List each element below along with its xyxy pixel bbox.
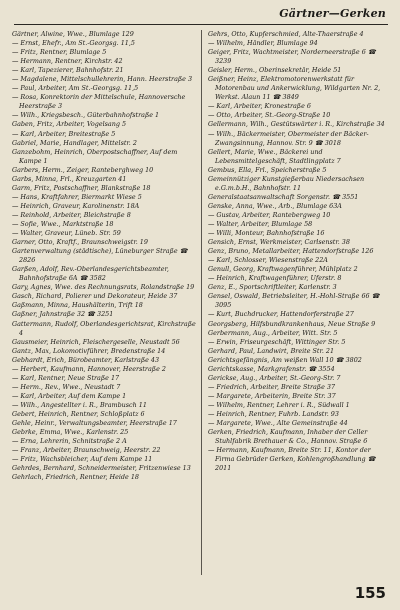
directory-entry: Gerbermann, Aug., Arbeiter, Witt. Str. 5 [208,328,338,337]
directory-entry: — Karl, Arbeiter, Kronestraße 6 [208,102,311,111]
directory-entry: Gebert, Heinrich, Rentner, Schloßplatz 6 [12,409,145,418]
directory-entry: — Hermann, Kaufmann, Breite Str. 11, Kontor der Firma Gebrüder Gerken, Kohlengroßhandlung ☎ 2011 [208,446,376,473]
directory-entry: — Walter, Graveur, Lüneb. Str. 59 [12,229,121,238]
directory-entry: Generalstaatsanwaltschaft Sorgenstr. ☎ 3551 [208,192,359,201]
directory-entry: — Fritz, Rentner, Blumlage 5 [12,48,107,57]
directory-entry: — Walter, Arbeiter, Blumlage 58 [208,219,313,228]
right-column [208,30,392,606]
page-number: 155 [354,584,386,602]
directory-entry: — Friedrich, Arbeiter, Breite Straße 37 [208,382,336,391]
directory-entry: — Reinhold, Arbeiter, Bleichstraße 8 [12,210,131,219]
directory-entry: — Rosa, Konrektorin der Mittelschule, Hannoversche Heerstraße 3 [12,93,186,111]
directory-entry: — Karl, Arbeiter, Breitestraße 5 [12,129,116,138]
left-column [12,30,196,606]
directory-entry: Gaßmann, Minna, Haushälterin, Trift 18 [12,301,143,310]
directory-entry: — Hans, Kraftfahrer, Biermarkt Wiese 5 [12,192,142,201]
directory-entry: Gehle, Heinr., Verwaltungsbeamter, Heerstraße 17 [12,419,177,428]
directory-entry: — Karl, Tapezierer, Bahnhofstr. 21 [12,66,124,75]
directory-entry: Gerichtskasse, Markgrafenstr. ☎ 3554 [208,364,335,373]
directory-entry: Gemeinnütziger Kunstgießerbau Niedersachsen e.G.m.b.H., Bahnhofstr. 11 [208,174,365,192]
directory-entry: — Wilh., Kriegsbesch., Güterbahnhofstraße 1 [12,111,160,120]
directory-entry: Gabriel, Marie, Handlager, Mittelstr. 2 [12,138,137,147]
directory-entry: Ganzebohm, Heinrich, Oberpostschaffner, Auf dem Kampe 1 [12,147,178,165]
directory-entry: Gebrke, Emma, Wwe., Karlenstr. 25 [12,428,129,437]
directory-entry: Gensich, Ernst, Werkmeister, Carlsenstr. 38 [208,238,350,247]
directory-entry: Gerken, Friedrich, Kaufmann, Inhaber der Celler Stuhlfabrik Brethauer & Co., Hannov. Straße 6 [208,428,368,446]
directory-entry: — Kurt, Buchdrucker, Hattendorferstraße 27 [208,310,354,319]
directory-entry: Gehrdes, Bernhard, Schneidermeister, Fritzenwiese 13 [12,464,191,473]
directory-entry: Garßen, Adolf, Rev.-Oberlandesgerichtsbeamter, Bahnhofstraße 6A ☎ 3582 [12,265,169,283]
directory-entry: Genz, E., Sportschriftleiter, Karlenstr. 3 [208,283,337,292]
directory-entry: Genz, Bruno, Metallarbeiter, Hattendorfstraße 126 [208,247,374,256]
directory-entry: Garner, Otto, Kraftf., Braunschweigstr. 19 [12,238,148,247]
directory-entry: Gellermann, Wilh., Gestütswärter i. R., Kirchstraße 34 [208,120,385,129]
directory-entry: Gensel, Oswald, Betriebsleiter, H.-Hohl-Straße 66 ☎ 3095 [208,292,380,310]
directory-entry: — Willi, Monteur, Bahnhofstraße 16 [208,229,325,238]
directory-entry: — Magdalene, Mittelschullehrerin, Hann. Heerstraße 3 [12,75,193,84]
directory-entry: Gehrlach, Friedrich, Rentner, Heide 18 [12,473,139,482]
directory-entry: Geißner, Heinz, Elektromotorenwerkstatt für Motorenbau und Ankerwicklung, Wildgarten Nr. 2, Werkst. Alaun 11 ☎ 3849 [208,75,381,102]
directory-entry: — Hermann, Rentner, Kirchstr. 42 [12,57,123,66]
directory-entry: Gary, Agnes, Wwe. des Rechnungsrats, Rolandstraße 19 [12,283,195,292]
directory-entry: Garm, Fritz, Postschaffner, Blankstraße 18 [12,183,151,192]
directory-entry: — Erwin, Friseurgeschäft, Wittinger Str. 5 [208,337,346,346]
directory-entry: Georgsberg, Hilfsbundkrankenhaus, Neue Straße 9 [208,319,376,328]
directory-entry: Geiger, Fritz, Wachtmeister, Norderneerstraße 6 ☎ 3239 [208,48,376,66]
directory-entry: Gembus, Ella, Frl., Speicherstraße 5 [208,165,327,174]
directory-entry: — Ernst, Ehefr., Am St.-Georgsg. 11,5 [12,39,135,48]
directory-entry: — Franz, Arbeiter, Braunschweig, Heerstr. 22 [12,446,161,455]
directory-entry: — Sofie, Wwe., Marktstraße 18 [12,219,114,228]
directory-entry: Genske, Anna, Wwe., Arb., Blumlage 63A [208,201,342,210]
directory-entry: Gaßner, Jahnstraße 32 ☎ 3251 [12,310,114,319]
directory-entry: Gausmeier, Heinrich, Fleischergeselle, Neustadt 56 [12,337,180,346]
directory-entry: Geisler, Herm., Oberinsekretär, Heide 51 [208,66,342,75]
directory-entry: Gerhard, Paul, Landwirt, Breite Str. 21 [208,346,335,355]
column-divider [201,30,202,575]
directory-entry: Gattermann, Rudolf, Oberlandesgerichtsrat, Kirchstraße 4 [12,319,196,337]
directory-entry: Gehrs, Otto, Kupferschmied, Alte-Thaerstraße 4 [208,30,364,38]
directory-entry: Genull, Georg, Kraftwagenführer, Mühlplatz 2 [208,265,358,274]
directory-entry: — Herbert, Kaufmann, Hannover, Heerstraße 2 [12,364,166,373]
directory-entry: — Karl, Schlosser, Wiesenstraße 22A [208,256,328,265]
directory-entry: — Wilhelm, Rentner, Lehrer i. R., Südwall 1 [208,400,350,409]
directory-entry: Gartenverwaltung (städtische), Lüneburger Straße ☎ 2826 [12,247,188,265]
directory-entry: Garbs, Minna, Frl., Kreuzgarten 41 [12,174,127,183]
directory-entry: — Erna, Lehrerin, Schnitstraße 2 A [12,437,127,446]
directory-entry: — Otto, Arbeiter, St.-Georg-Straße 10 [208,111,331,120]
directory-entry: Gerichtsgefängnis, Am weißen Wall 10 ☎ 3802 [208,355,362,364]
directory-entry: Gerickse, Aug., Arbeiter, St.-Georg-Str. 7 [208,373,341,382]
directory-entry: Garbers, Herm., Zeiger, Ranteberghweg 10 [12,165,154,174]
directory-entry: — Paul, Arbeiter, Am St.-Georgsg. 11,5 [12,84,139,93]
directory-entry: — Heinrich, Graveur, Karolinenstr. 18A [12,201,140,210]
running-head: Gärtner—Gerken [279,7,386,20]
directory-entry: Gellert, Marie, Wwe., Bäckerei und Lebensmittelgeschäft, Stadtlingplatz 7 [208,147,341,165]
directory-entry: — Heinrich, Rentner, Fuhrb. Landstr. 93 [208,409,339,418]
directory-entry: — Wilh., Bäckermeister, Obermeister der Bäcker-Zwangsinnung, Hannov. Str. 9 ☎ 3018 [208,129,369,147]
directory-entry: Gasch, Richard, Polierer und Dekorateur, Heide 37 [12,292,178,301]
directory-entry: Gaben, Fritz, Arbeiter, Vogelsang 5 [12,120,127,129]
directory-entry: Gärtner, Alwine, Wwe., Blumlage 129 [12,30,134,38]
directory-entry: — Karl, Arbeiter, Auf dem Kampe 1 [12,391,127,400]
directory-entry: — Margarete, Wwe., Alte Gemeinstraße 44 [208,419,348,428]
page-header [14,6,388,25]
directory-entry: — Herm., Rev., Wwe., Neustadt 7 [12,382,121,391]
directory-entry: — Gustav, Arbeiter, Rantebergweg 10 [208,210,331,219]
directory-entry: — Heinrich, Kraftwagenführer, Uferstr. 8 [208,274,342,283]
directory-entry: — Wilhelm, Händler, Blumlage 94 [208,39,318,48]
directory-entry: — Wilh., Angestellter i. R., Brambusch 11 [12,400,147,409]
directory-entry: — Fritz, Wachsbleicher, Auf dem Kampe 11 [12,455,153,464]
directory-entry: — Margarete, Arbeiterin, Breite Str. 37 [208,391,336,400]
directory-entry: Gantz, Max, Lokomotivführer, Bredenstraße 14 [12,346,166,355]
directory-entry: Gebhardt, Erich, Bürobeamter, Karlstraße 43 [12,355,160,364]
directory-entry: — Karl, Rentner, Neue Straße 17 [12,373,120,382]
